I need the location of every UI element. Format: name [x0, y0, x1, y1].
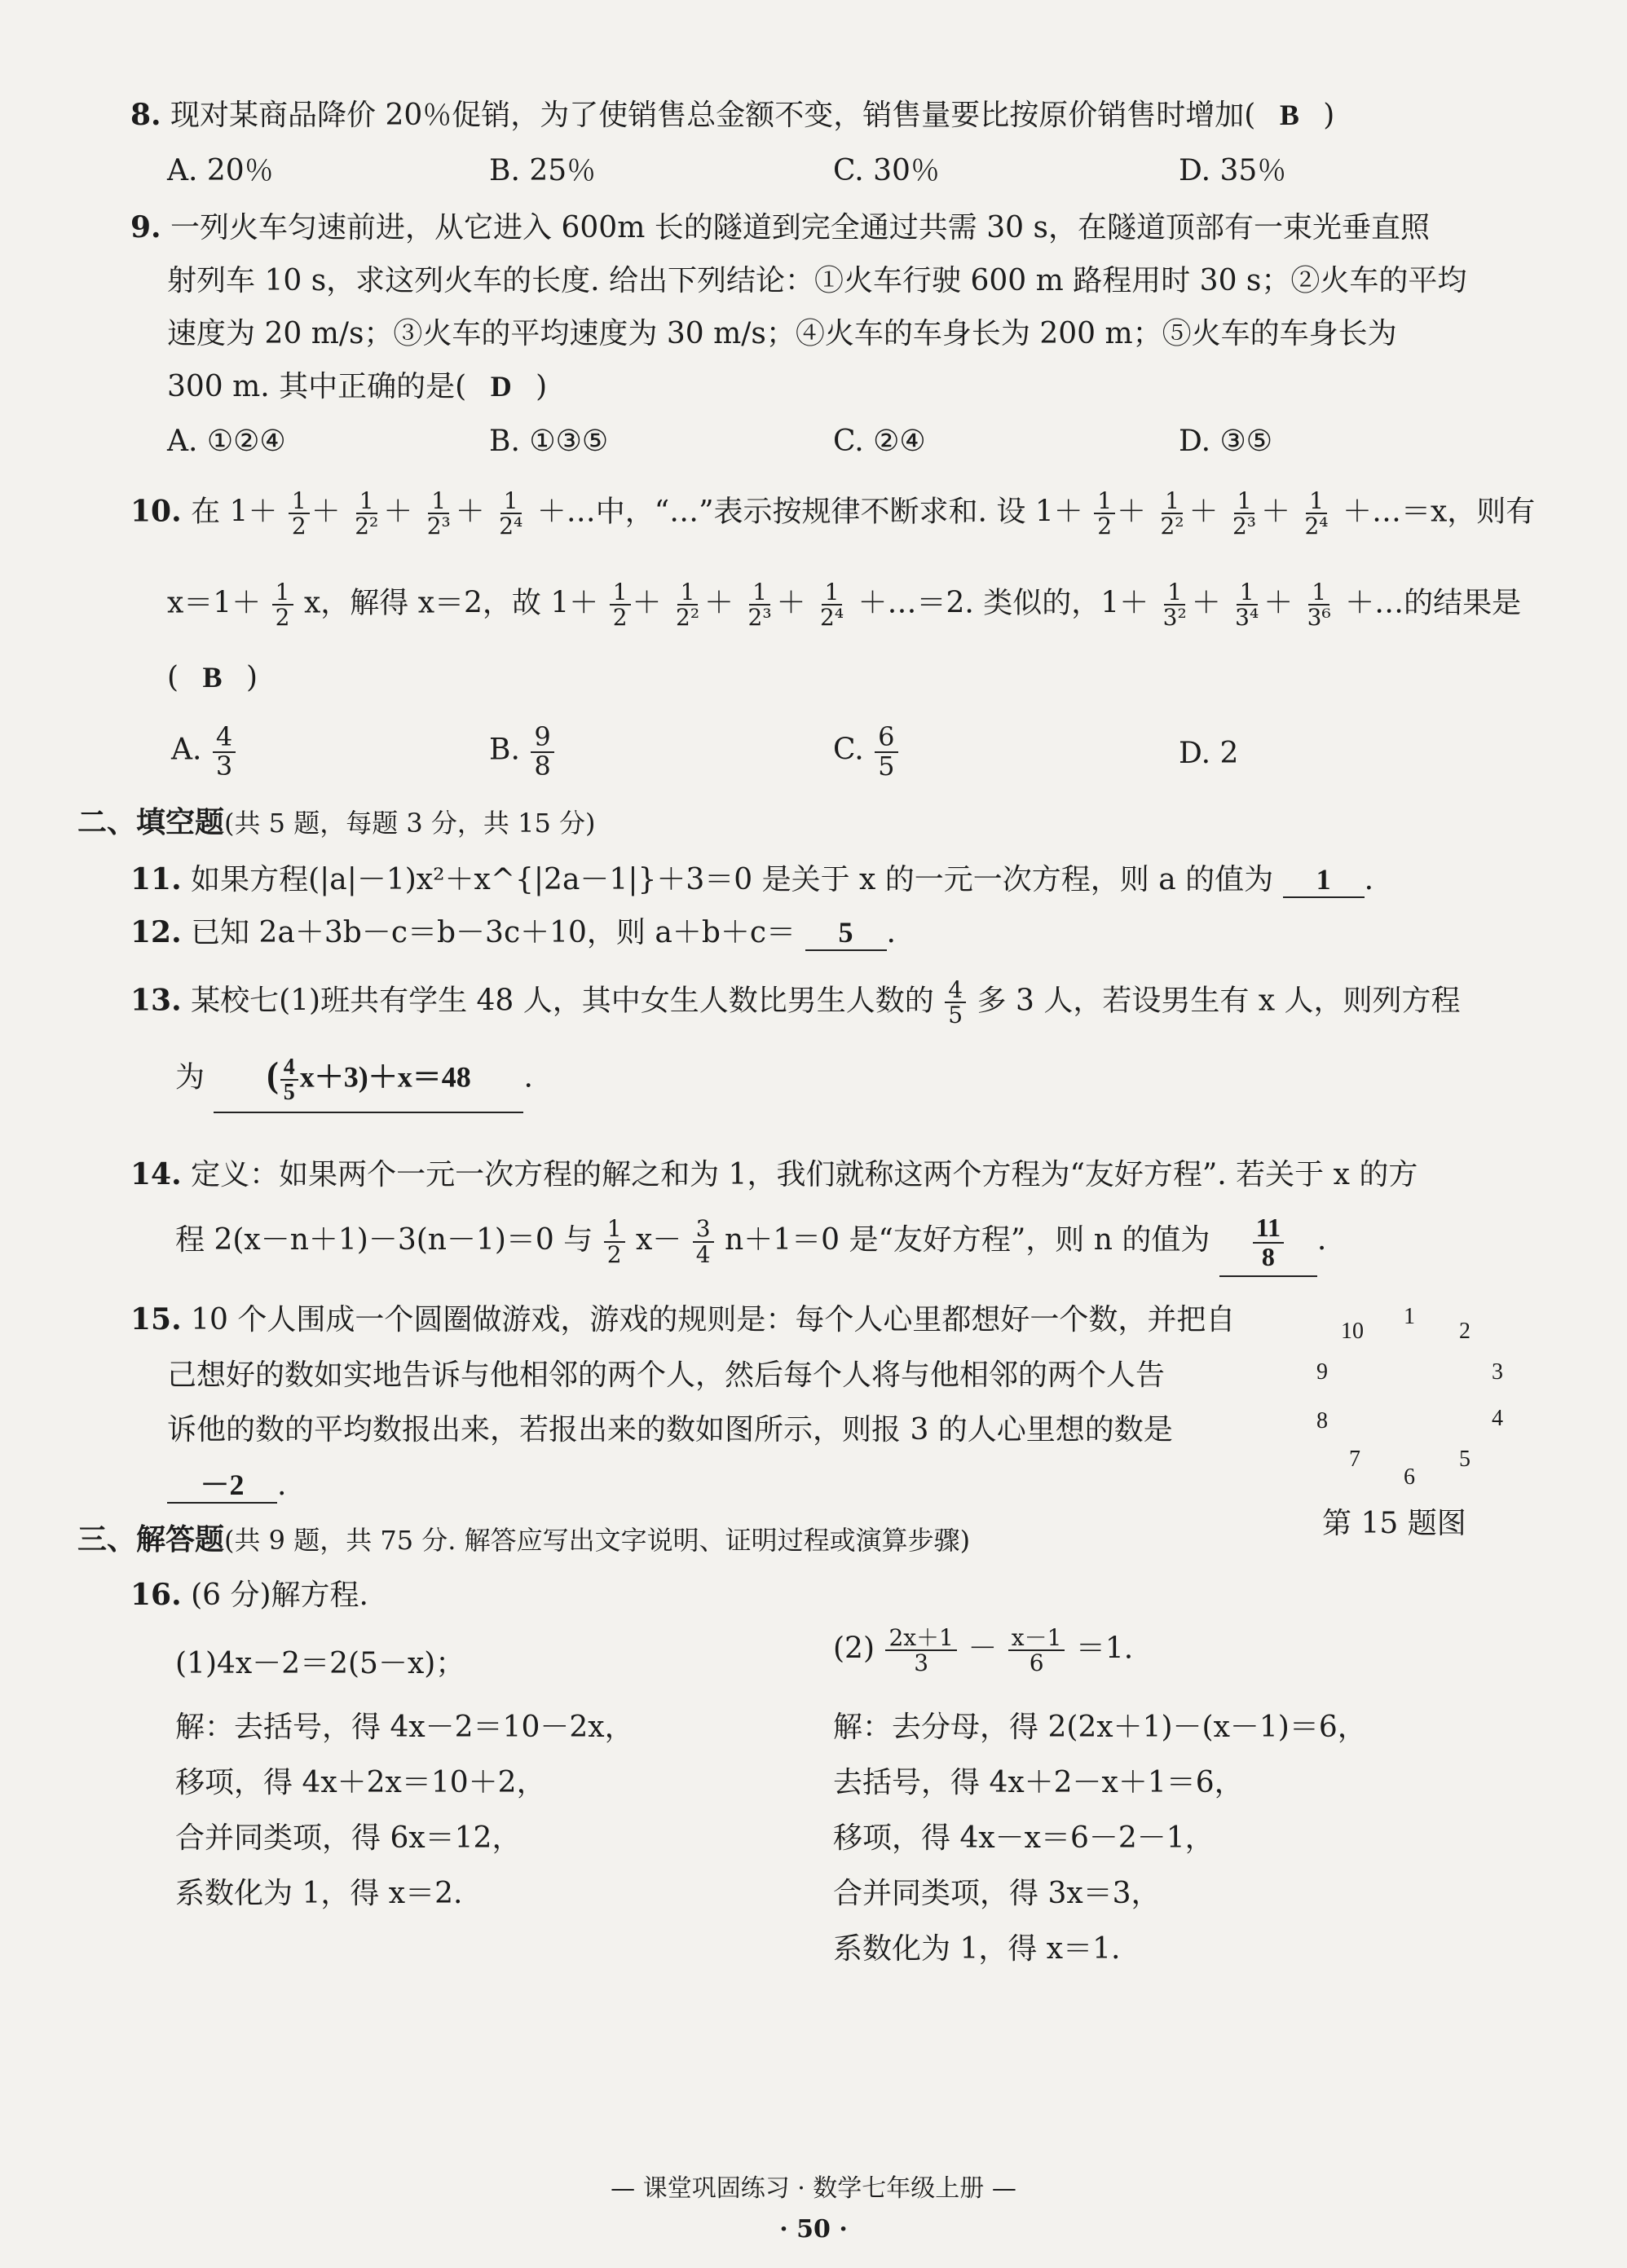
answer-blank: ( $\frac{4}{5}$ x＋3)＋x＝48: [214, 1055, 523, 1113]
question-14-line-1: [130, 1159, 1418, 1191]
circle-number-2: 2: [1459, 1319, 1470, 1344]
q9-option-d: D. ③⑤: [1179, 425, 1273, 458]
question-13-line-1: [130, 978, 1461, 1028]
question-text: n＋1＝0 是“友好方程”，则 n 的值为: [725, 1222, 1210, 1257]
fraction: $\frac{x-1}{6}$: [1008, 1626, 1065, 1676]
paren-close: ): [1323, 99, 1335, 132]
fraction: $\frac{1}{\text{3²}}$: [1162, 579, 1187, 632]
q10-option-d: D. 2: [1179, 737, 1239, 770]
option-label: A.: [171, 733, 202, 767]
q8-option-a: A. 20％: [167, 154, 274, 187]
section-title: 三、解答题: [77, 1522, 225, 1557]
question-8: [130, 99, 1334, 132]
question-text: x－: [636, 1222, 682, 1257]
part-2-step-4: 合并同类项，得 3x＝3，: [833, 1877, 1161, 1910]
fraction: $\frac{1}{\text{2⁴}}$: [1304, 487, 1329, 540]
fraction: $\frac{4}{3}$: [213, 724, 236, 780]
fraction: $\frac{2x+1}{3}$: [885, 1626, 956, 1676]
period: .: [886, 916, 896, 949]
question-text: (6 分)解方程.: [191, 1579, 368, 1612]
question-9-line-3: 速度为 20 m/s；③火车的平均速度为 30 m/s；④火车的车身长为 200 m；⑤火车的车身长为: [167, 317, 1397, 350]
fraction: $\frac{1}{2}$: [1094, 489, 1115, 539]
question-text: 300 m. 其中正确的是(: [167, 370, 467, 403]
question-15-line-4: [167, 1469, 286, 1504]
part-1-step-3: 合并同类项，得 6x＝12，: [175, 1821, 522, 1855]
question-10-line-1: 10. 在 1＋ $\frac{1}{2}$ ＋ $\frac{1}{\text{2²}}$ ＋ $\frac{1}{\text{2³}}$ ＋ $\frac{1}{\text{2⁴}}$ ＋…中，“…”表示按规律不断求和. 设 1＋ $\frac{1}{2}$ ＋ $\frac{1}{\text{2²}}$ ＋ $\frac{1}{\text{2³}}$ ＋ $\frac{1}{\text{2⁴}}$ ＋…＝x，则有: [130, 487, 1536, 540]
section-3-heading: [77, 1524, 970, 1557]
question-number: 12.: [130, 915, 182, 949]
part-1-step-4: 系数化为 1，得 x＝2.: [175, 1877, 463, 1910]
question-text: ＋…＝2. 类似的，1＋: [858, 586, 1149, 620]
question-text: ＋…＝x，则有: [1342, 495, 1536, 529]
period: .: [523, 1060, 533, 1094]
section-title: 二、填空题: [77, 805, 225, 839]
part-2-step-2: 去括号，得 4x＋2－x＋1＝6，: [833, 1766, 1244, 1799]
question-text: 10 个人围成一个圆圈做游戏，游戏的规则是：每个人心里都想好一个数，并把自: [191, 1303, 1236, 1337]
question-text: 程 2(x－n＋1)－3(n－1)＝0 与: [175, 1222, 593, 1257]
fraction: $\frac{4}{5}$: [945, 978, 966, 1028]
question-15-line-3: 诉他的数的平均数报出来，若报出来的数如图所示，则报 3 的人心里想的数是: [167, 1413, 1173, 1447]
question-text: 定义：如果两个一元一次方程的解之和为 1，我们就称这两个方程为“友好方程”. 若关于 x 的方: [191, 1158, 1418, 1191]
question-text: 一列火车匀速前进，从它进入 600m 长的隧道到完全通过共需 30 s，在隧道顶部有一束光垂直照: [170, 211, 1430, 244]
question-text: 多 3 人，若设男生有 x 人，则列方程: [977, 984, 1461, 1018]
fraction: $\frac{1}{\text{2²}}$: [676, 579, 700, 632]
part-1-step-2: 移项，得 4x＋2x＝10＋2，: [175, 1766, 546, 1799]
fraction: $\frac{1}{\text{2²}}$: [355, 487, 379, 540]
question-number: 13.: [130, 983, 182, 1018]
question-text: x＝1＋: [167, 586, 262, 620]
question-text: 为: [175, 1060, 205, 1094]
question-number: 14.: [130, 1157, 182, 1191]
circle-number-3: 3: [1492, 1359, 1503, 1385]
fraction: $\frac{1}{\text{3⁶}}$: [1307, 579, 1331, 632]
question-9-line-2: 射列车 10 s，求这列火车的长度. 给出下列结论：①火车行驶 600 m 路程用时 30 s；②火车的平均: [167, 264, 1467, 297]
answer-text: D: [490, 370, 512, 403]
question-9-line-4: [167, 371, 547, 403]
q10-option-a: [171, 721, 237, 782]
period: .: [1364, 863, 1374, 896]
part-2-step-3: 移项，得 4x－x＝6－2－1，: [833, 1821, 1215, 1855]
option-label: C.: [833, 733, 864, 767]
q8-option-d: D. 35％: [1179, 154, 1287, 187]
question-12: [130, 917, 896, 951]
question-15-line-1: [130, 1304, 1235, 1337]
paren-open: (: [167, 661, 179, 694]
question-text: 如果方程(|a|－1)x²＋x^{|2a－1|}＋3＝0 是关于 x 的一元一次方程，则 a 的值为: [191, 863, 1274, 896]
part-2-step-5: 系数化为 1，得 x＝1.: [833, 1932, 1121, 1966]
question-text: x，解得 x＝2，故 1＋: [303, 586, 599, 620]
fraction: $\frac{1}{2}$: [289, 489, 310, 539]
question-text: 某校七(1)班共有学生 48 人，其中女生人数比男生人数的: [191, 984, 934, 1018]
page-number: · 50 ·: [779, 2215, 848, 2244]
question-number: 9.: [130, 210, 161, 244]
part-2-step-1: 解：去分母，得 2(2x＋1)－(x－1)＝6，: [833, 1711, 1367, 1744]
answer-blank: －2: [167, 1469, 277, 1504]
answer-blank: 1: [1283, 864, 1365, 898]
q10-option-c: [833, 721, 900, 782]
figure-caption: 第 15 题图: [1322, 1507, 1466, 1540]
q8-option-c: C. 30％: [833, 154, 940, 187]
circle-number-4: 4: [1492, 1406, 1503, 1431]
fraction: $\frac{4}{5}$: [280, 1055, 298, 1105]
question-text: ＋…的结果是: [1345, 586, 1522, 620]
circle-number-5: 5: [1459, 1447, 1470, 1472]
question-number: 15.: [130, 1302, 182, 1337]
question-number: 8.: [130, 98, 161, 132]
answer-blank: 5: [805, 917, 887, 951]
question-9-line-1: [130, 212, 1430, 244]
question-10-line-2: x＝1＋ $\frac{1}{2}$ x，解得 x＝2，故 1＋ $\frac{1}{2}$ ＋ $\frac{1}{\text{2²}}$ ＋ $\frac{1}{\text{2³}}$ ＋ $\frac{1}{\text{2⁴}}$ ＋…＝2. 类似的，1＋ $\frac{1}{\text{3²}}$ ＋ $\frac{1}{\text{3⁴}}$ ＋ $\frac{1}{\text{3⁶}}$ ＋…的结果是: [167, 579, 1522, 632]
section-note: (共 9 题，共 75 分. 解答应写出文字说明、证明过程或演算步骤): [224, 1525, 971, 1556]
fraction: $\frac{1}{2}$: [610, 580, 631, 630]
paren-close: ): [536, 370, 548, 403]
question-13-line-2: [175, 1055, 533, 1113]
circle-number-10: 10: [1341, 1319, 1364, 1344]
fraction: $\frac{6}{5}$: [875, 724, 897, 780]
q9-option-a: A. ①②④: [167, 425, 286, 458]
question-number: 11.: [130, 862, 182, 896]
fraction: $\frac{3}{4}$: [693, 1217, 714, 1266]
answer-text: B: [202, 661, 223, 694]
question-14-line-2: [175, 1214, 1326, 1277]
circle-number-1: 1: [1404, 1304, 1415, 1329]
question-text: 现对某商品降价 20％促销，为了使销售总金额不变，销售量要比按原价销售时增加(: [170, 99, 1256, 132]
q9-option-c: C. ②④: [833, 425, 926, 458]
question-number: 10.: [130, 494, 182, 529]
answer-text: B: [1279, 99, 1299, 131]
part-label: (2): [833, 1632, 875, 1666]
option-label: B.: [489, 733, 520, 767]
period: .: [1316, 1222, 1327, 1257]
fraction: $\frac{1}{\text{2³}}$: [426, 487, 451, 540]
fraction: $\frac{1}{\text{2³}}$: [1232, 487, 1257, 540]
fraction: $\frac{1}{\text{2⁴}}$: [499, 487, 523, 540]
question-text: ＋…中，“…”表示按规律不断求和. 设 1＋: [536, 495, 1083, 529]
fraction: $\frac{1}{2}$: [604, 1217, 625, 1266]
question-16: [130, 1579, 368, 1612]
circle-number-8: 8: [1316, 1408, 1328, 1433]
part-1-step-1: 解：去括号，得 4x－2＝10－2x，: [175, 1711, 634, 1744]
q8-option-b: B. 25％: [489, 154, 597, 187]
question-10-answer: [167, 662, 258, 694]
fraction: $\frac{9}{8}$: [531, 724, 553, 780]
question-text: 已知 2a＋3b－c＝b－3c＋10，则 a＋b＋c＝: [191, 916, 796, 949]
part-1-title: (1)4x－2＝2(5－x)；: [175, 1647, 465, 1680]
part-2-title: [833, 1626, 1133, 1676]
circle-number-6: 6: [1404, 1464, 1415, 1490]
question-15-line-2: 己想好的数如实地告诉与他相邻的两个人，然后每个人将与他相邻的两个人告: [167, 1359, 1166, 1392]
equation-rhs: ＝1.: [1075, 1632, 1134, 1666]
section-2-heading: [77, 807, 595, 839]
fraction: $\frac{1}{\text{2⁴}}$: [820, 579, 844, 632]
question-number: 16.: [130, 1578, 182, 1612]
operator: －: [968, 1632, 998, 1666]
section-note: (共 5 题，每题 3 分，共 15 分): [224, 808, 596, 839]
question-11: [130, 864, 1373, 898]
q9-option-b: B. ①③⑤: [489, 425, 609, 458]
fraction: $\frac{1}{\text{3⁴}}$: [1235, 579, 1259, 632]
circle-number-9: 9: [1316, 1359, 1328, 1385]
paren-close: ): [245, 661, 258, 694]
question-text: 在 1＋: [191, 495, 278, 529]
q10-option-b: [489, 721, 556, 782]
period: .: [277, 1469, 287, 1502]
footer-title: — 课堂巩固练习 · 数学七年级上册 —: [611, 2174, 1016, 2203]
fraction: $\frac{1}{\text{2³}}$: [747, 579, 772, 632]
answer-blank: $\frac{11}{8}$: [1219, 1214, 1317, 1277]
circle-number-7: 7: [1349, 1447, 1360, 1472]
fraction: $\frac{1}{2}$: [272, 580, 293, 630]
fraction: $\frac{1}{\text{2²}}$: [1160, 487, 1184, 540]
